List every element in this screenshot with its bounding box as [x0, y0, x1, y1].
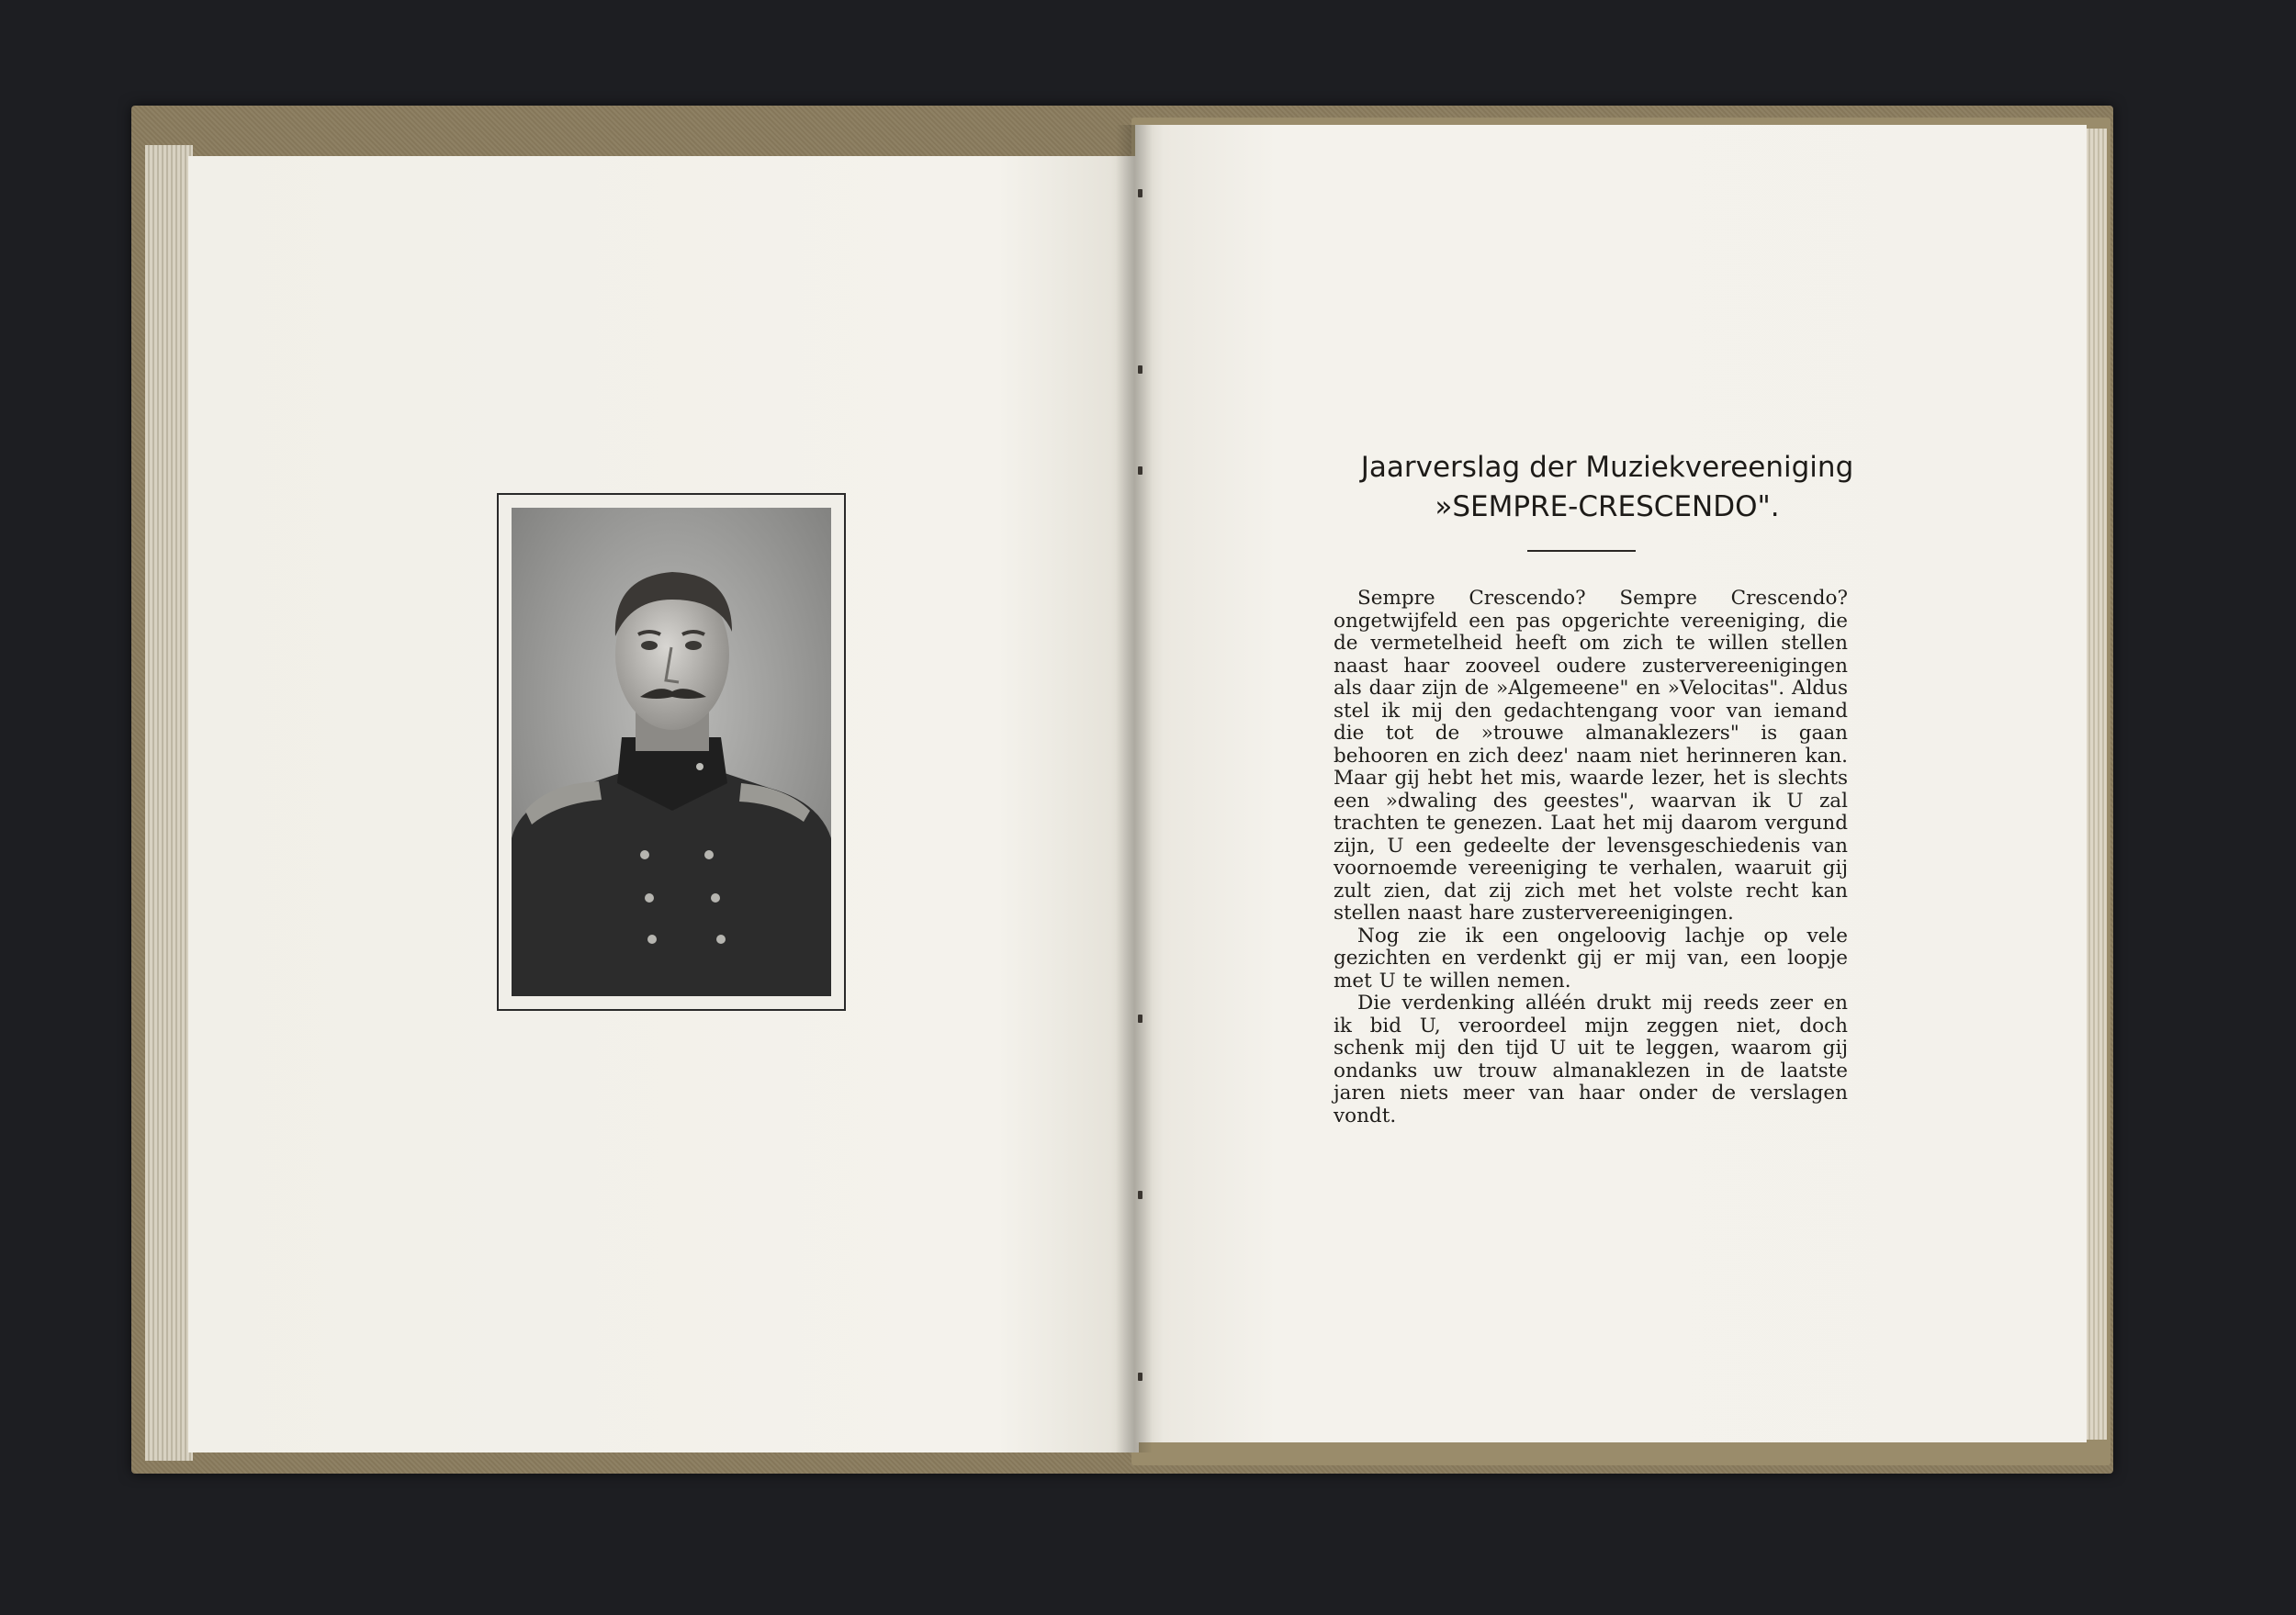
binding-stitch — [1138, 365, 1142, 374]
report-title — [1313, 448, 1901, 527]
report-body — [1334, 588, 1848, 1127]
portrait-image — [512, 508, 831, 996]
paragraph: Sempre Crescendo? Sempre Crescendo? ongetwijfeld een pas opgerichte vereeniging, die de vermetelheid heeft om zich te willen stellen naast haar zooveel oudere zustervereenigingen als daar zijn de »Algemeene" en »Velocitas". Aldus stel ik mij den gedachtengang voor van iemand die tot de »trouwe almanaklezers" is gaan behooren en zich deez' naam niet herinneren kan. Maar gij hebt het mis, waarde lezer, het is slechts een »dwaling des geestes", waarvan ik U zal trachten te genezen. Laat het mij daarom vergund zijn, U een gedeelte der levensgeschiedenis van voornoemde vereeniging te verhalen, waaruit gij zult zien, dat zij zich met het volste recht kan stellen naast hare zustervereenigingen. — [1334, 587, 1848, 925]
binding-stitch — [1138, 1373, 1142, 1381]
report-title-line1: Jaarverslag der Muziekvereeniging — [1360, 451, 1854, 484]
gutter — [1116, 125, 1153, 1452]
binding-stitch — [1138, 1191, 1142, 1199]
paragraph: Nog zie ik een ongeloovig lachje op vele gezichten en verdenkt gij er mij van, een loopje met U te willen nemen. — [1334, 924, 1848, 993]
binding-stitch — [1138, 189, 1142, 197]
report-title-line2: »SEMPRE-CRESCENDO". — [1435, 490, 1780, 523]
paragraph: Die verdenking alléén drukt mij reeds zeer en ik bid U, veroordeel mijn zeggen niet, doch schenk mij den tijd U uit te leggen, waarom gij ondanks uw trouw almanaklezen in de laatste jaren niets meer van haar onder de verslagen vondt. — [1334, 992, 1848, 1127]
portrait-photo — [497, 493, 846, 1011]
title-divider — [1527, 550, 1636, 552]
binding-stitch — [1138, 1015, 1142, 1023]
binding-stitch — [1138, 466, 1142, 475]
left-page-edges — [145, 145, 193, 1461]
